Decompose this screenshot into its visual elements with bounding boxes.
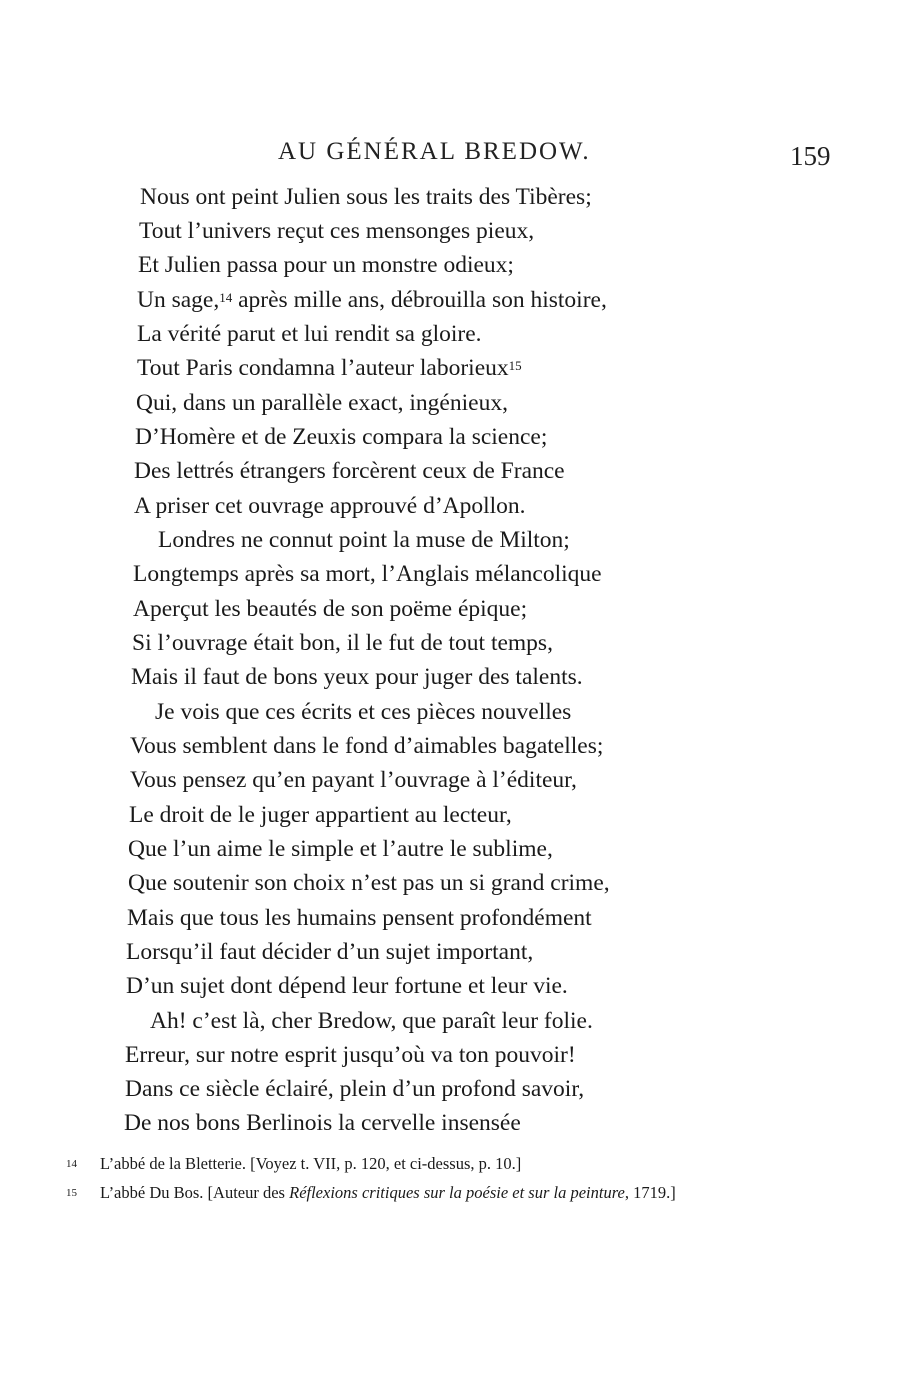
verse-line: Longtemps après sa mort, l’Anglais mélancolique [133, 561, 602, 587]
page-number: 159 [790, 141, 831, 171]
verse-line: Mais que tous les humains pensent profondément [127, 905, 592, 931]
verse-line: Mais il faut de bons yeux pour juger des talents. [131, 664, 583, 690]
verse-line: Ah! c’est là, cher Bredow, que paraît leur folie. [150, 1008, 593, 1034]
verse-line: Londres ne connut point la muse de Milton; [158, 527, 570, 553]
verse-line: Lorsqu’il faut décider d’un sujet important, [126, 939, 534, 965]
footnote-mark: 15 [66, 1187, 77, 1199]
verse-line: Dans ce siècle éclairé, plein d’un profond savoir, [125, 1076, 585, 1102]
verse-line [137, 351, 522, 385]
footnote-text [100, 1152, 521, 1176]
verse-text: Un sage, [137, 287, 220, 313]
verse-line [137, 283, 607, 317]
verse-line: De nos bons Berlinois la cervelle insensée [124, 1110, 521, 1136]
verse-line: Et Julien passa pour un monstre odieux; [138, 252, 514, 278]
verse-line: D’Homère et de Zeuxis compara la science; [135, 424, 548, 450]
running-head [0, 138, 900, 171]
verse-line: Qui, dans un parallèle exact, ingénieux, [136, 390, 508, 416]
verse-line: Que soutenir son choix n’est pas un si grand crime, [128, 870, 610, 896]
footnote-mark: 14 [66, 1158, 77, 1170]
verse-line: Je vois que ces écrits et ces pièces nouvelles [155, 699, 572, 725]
verse-line: Le droit de le juger appartient au lecteur, [129, 802, 512, 828]
footnote-text [100, 1181, 676, 1205]
verse-line: A priser cet ouvrage approuvé d’Apollon. [134, 493, 526, 519]
footnote-text-part: L’abbé Du Bos. [Auteur des [100, 1183, 290, 1202]
footnote-italic: Réflexions critiques sur la poésie et sur la peinture [289, 1183, 625, 1202]
verse-line: Des lettrés étrangers forcèrent ceux de France [134, 458, 565, 484]
verse-line: Tout l’univers reçut ces mensonges pieux, [139, 218, 535, 244]
verse-line: La vérité parut et lui rendit sa gloire. [137, 321, 482, 347]
footnote-text-part: , 1719.] [624, 1183, 676, 1202]
verse-line: D’un sujet dont dépend leur fortune et leur vie. [126, 973, 568, 999]
verse-line: Erreur, sur notre esprit jusqu’où va ton pouvoir! [125, 1042, 576, 1068]
verse-line: Vous pensez qu’en payant l’ouvrage à l’éditeur, [130, 767, 577, 793]
running-title: AU GÉNÉRAL BREDOW. [278, 138, 591, 165]
footnote-text-part: L’abbé de la Bletterie. [Voyez t. VII, p. 120, et ci-dessus, p. 10.] [100, 1154, 522, 1173]
verse-text: après mille ans, débrouilla son histoire, [232, 287, 607, 313]
verse-line: Aperçut les beautés de son poëme épique; [133, 596, 528, 622]
verse-line: Vous semblent dans le fond d’aimables bagatelles; [130, 733, 604, 759]
footnote-ref: 14 [219, 290, 233, 305]
verse-line: Si l’ouvrage était bon, il le fut de tout temps, [132, 630, 553, 656]
footnote-ref: 15 [508, 358, 522, 373]
verse-line: Que l’un aime le simple et l’autre le sublime, [128, 836, 553, 862]
verse-text: Tout Paris condamna l’auteur laborieux [137, 355, 509, 381]
verse-line: Nous ont peint Julien sous les traits des Tibères; [140, 184, 592, 210]
